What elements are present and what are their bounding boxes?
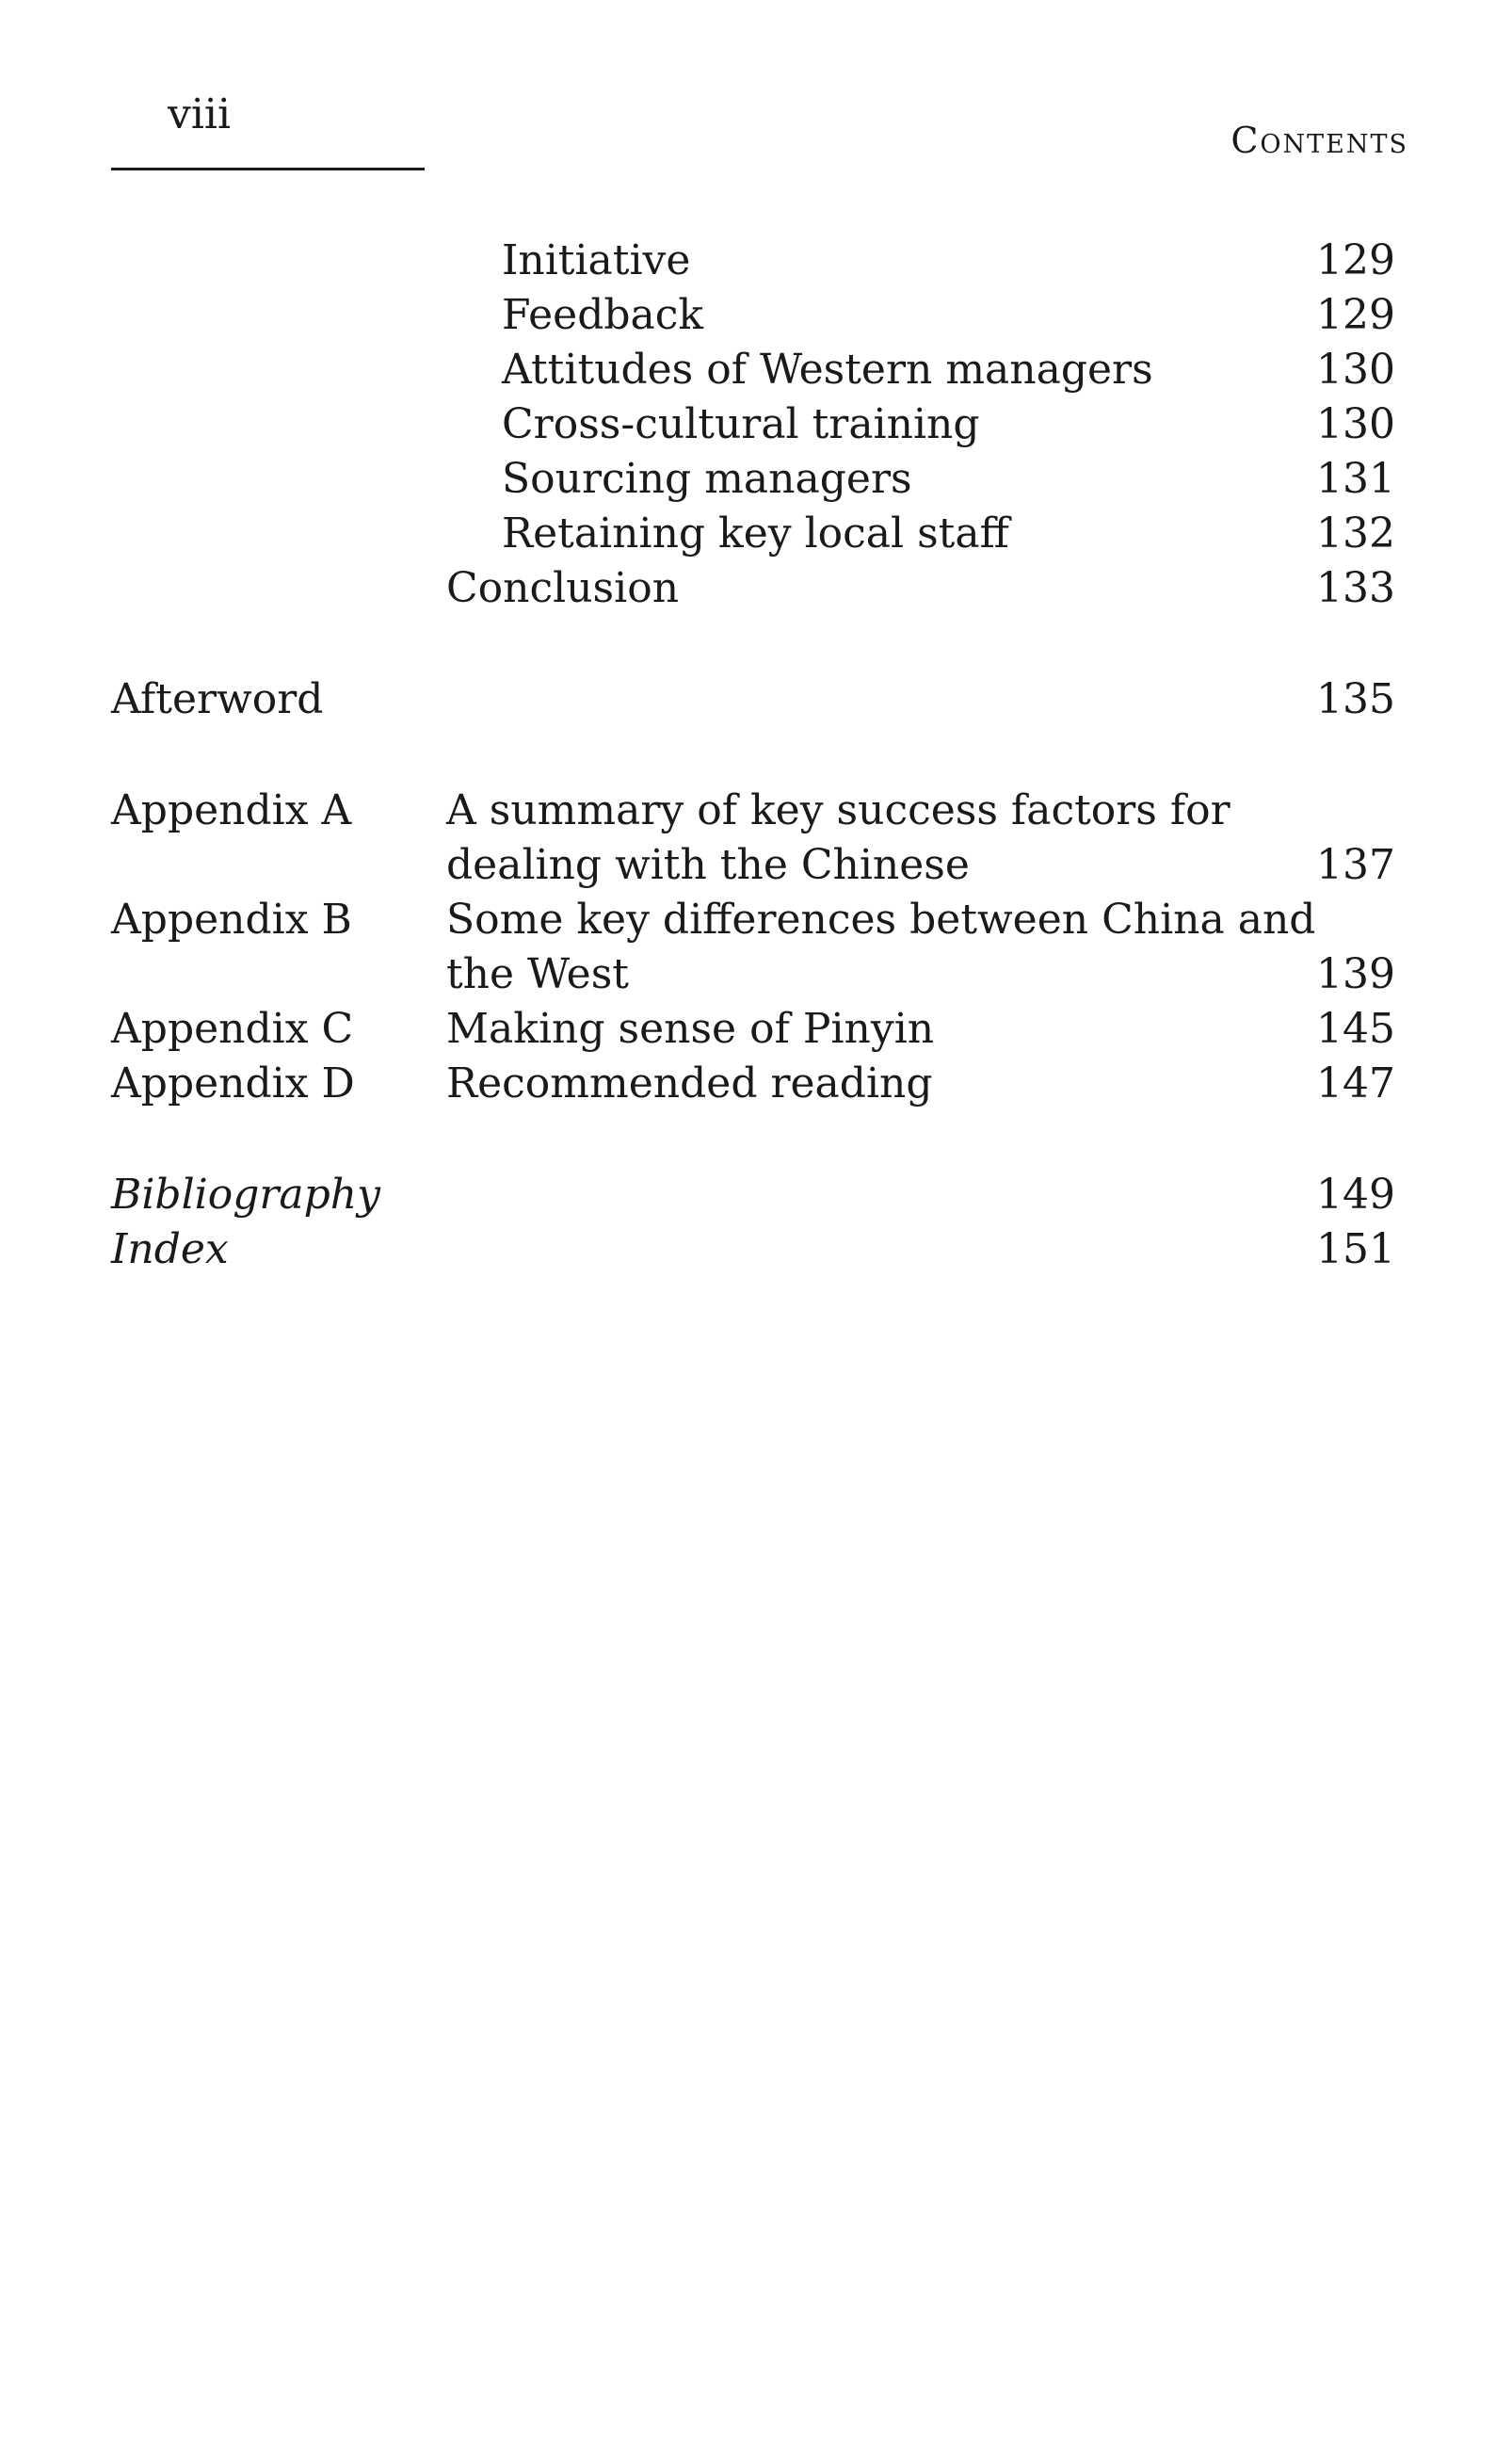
toc-subentry-page: 129 <box>1316 236 1395 284</box>
toc-entry-label: Appendix A <box>111 786 352 834</box>
toc-subentry <box>0 397 1512 452</box>
toc-entry-title: dealing with the Chinese <box>446 841 970 889</box>
toc-entry-page: 139 <box>1316 950 1395 998</box>
toc-entry-page: 145 <box>1316 1005 1395 1053</box>
toc-subentry <box>0 343 1512 397</box>
running-head: Contents <box>1231 120 1408 161</box>
toc-subentry-title: Initiative <box>502 236 691 284</box>
toc-entry-page: 147 <box>1316 1059 1395 1108</box>
toc-entry-page: 133 <box>1316 564 1395 612</box>
toc-entry-label: Appendix C <box>111 1005 354 1053</box>
toc-entry-label: Bibliography <box>111 1171 380 1219</box>
toc-entry-title: Conclusion <box>446 564 680 612</box>
toc-subentry <box>0 507 1512 561</box>
toc-entry-label: Appendix B <box>111 896 352 944</box>
toc-subentry-page: 130 <box>1316 400 1395 448</box>
toc-entry-page: 151 <box>1316 1225 1395 1273</box>
page-number: viii <box>168 90 232 138</box>
toc-entry-index <box>0 1222 1512 1277</box>
toc-subentry-page: 131 <box>1316 455 1395 503</box>
toc-entry-appendix-a-cont <box>0 838 1512 893</box>
toc-subentry <box>0 288 1512 343</box>
toc-entry-appendix-d <box>0 1057 1512 1111</box>
toc-subentry <box>0 234 1512 288</box>
toc-subentry-title: Feedback <box>502 291 704 339</box>
toc-entry-title: Recommended reading <box>446 1059 933 1108</box>
toc-entry-appendix-b <box>0 893 1512 947</box>
toc-entry-bibliography <box>0 1168 1512 1222</box>
toc-entry-label: Index <box>111 1225 229 1273</box>
toc-subentry-page: 132 <box>1316 509 1395 558</box>
header-rule <box>111 168 425 170</box>
toc-subentry <box>0 452 1512 507</box>
toc-entry-title: A summary of key success factors for <box>446 786 1231 834</box>
toc-entry-label: Appendix D <box>111 1059 355 1108</box>
toc-subentry-title: Attitudes of Western managers <box>502 346 1153 394</box>
toc-entry-title: Some key differences between China and <box>446 896 1316 944</box>
toc-entry-page: 149 <box>1316 1171 1395 1219</box>
toc-subentry-page: 129 <box>1316 291 1395 339</box>
toc-entry-appendix-a <box>0 784 1512 838</box>
toc-entry-label: Afterword <box>111 675 324 723</box>
toc-entry-title: the West <box>446 950 629 998</box>
toc-entry-page: 135 <box>1316 675 1395 723</box>
toc-subentry-title: Retaining key local staff <box>502 509 1009 558</box>
toc-subentry-title: Cross-cultural training <box>502 400 980 448</box>
toc-entry-title: Making sense of Pinyin <box>446 1005 935 1053</box>
toc-subentry-title: Sourcing managers <box>502 455 912 503</box>
toc-entry-page: 137 <box>1316 841 1395 889</box>
toc-entry-appendix-b-cont <box>0 947 1512 1002</box>
toc-entry-conclusion <box>0 561 1512 616</box>
toc-entry-afterword <box>0 672 1512 727</box>
toc-subentry-page: 130 <box>1316 346 1395 394</box>
toc-entry-appendix-c <box>0 1002 1512 1057</box>
